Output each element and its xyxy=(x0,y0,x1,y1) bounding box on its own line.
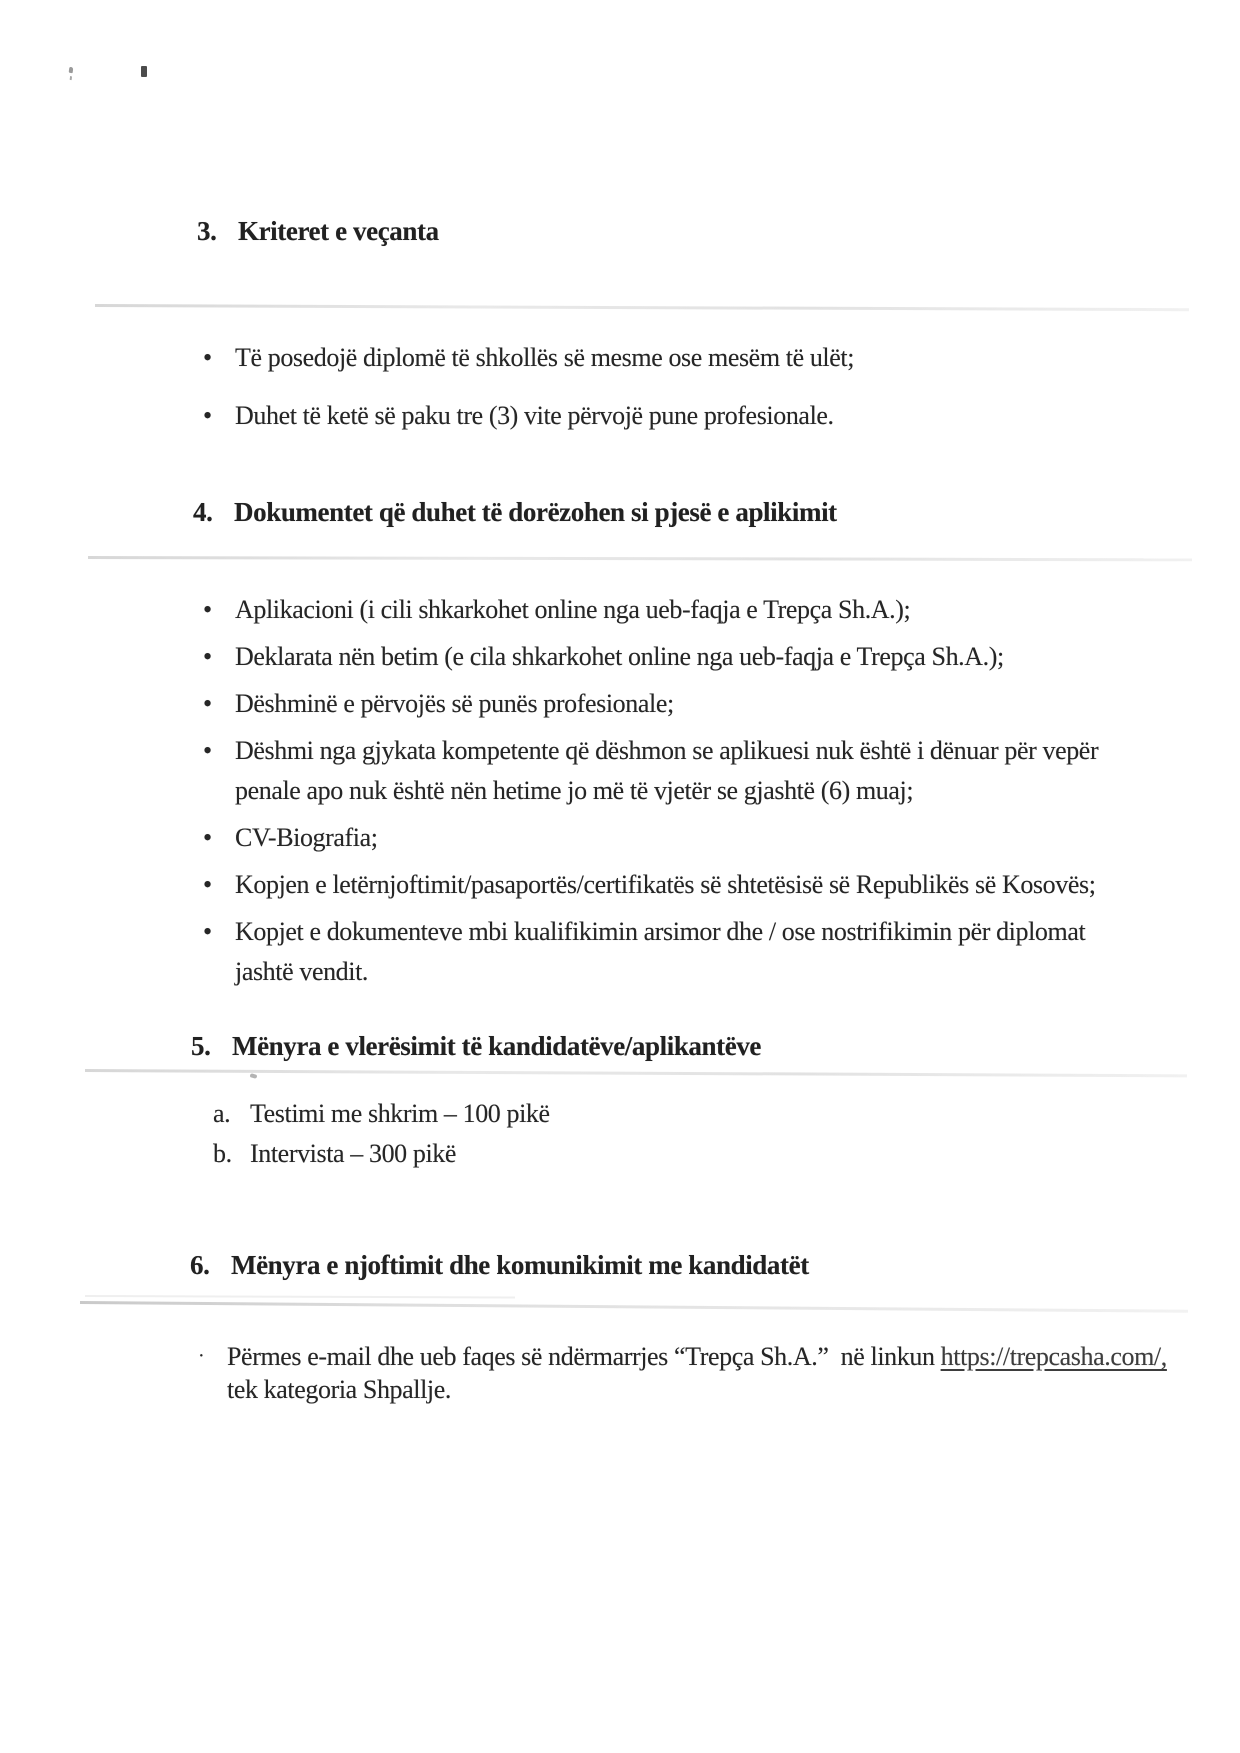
list-item-line: penale apo nuk është nën hetime jo më të vjetër se gjashtë (6) muaj; xyxy=(235,776,914,805)
list-item xyxy=(203,590,1098,630)
lettered-item-text: Testimi me shkrim – 100 pikë xyxy=(250,1099,550,1128)
bullet-icon: • xyxy=(203,642,212,671)
section-3-heading xyxy=(197,216,439,246)
bullet-icon: • xyxy=(203,823,212,852)
list-item-text: Aplikacioni (i cili shkarkohet online nga ueb-faqja e Trepça Sh.A.); xyxy=(235,595,911,624)
list-item xyxy=(203,338,854,378)
list-item-text: Të posedojë diplomë të shkollës së mesme ose mesëm të ulët; xyxy=(235,343,855,372)
list-item xyxy=(203,731,1098,811)
list-item xyxy=(203,912,1098,992)
section-5-number: 5. xyxy=(191,1031,211,1061)
section-4-number: 4. xyxy=(193,497,213,527)
bullet-icon: • xyxy=(203,595,212,624)
list-item xyxy=(203,396,854,436)
bullet-icon: • xyxy=(203,736,212,765)
section-3-title: Kriteret e veçanta xyxy=(238,216,439,246)
lettered-item xyxy=(213,1094,550,1134)
trepcasha-link[interactable]: https://trepcasha.com/, xyxy=(940,1342,1167,1371)
section-6-list xyxy=(198,1340,1167,1406)
list-item-line xyxy=(227,1340,1167,1373)
bullet-icon: • xyxy=(203,401,212,430)
list-item-text xyxy=(235,912,1085,992)
section-5-list xyxy=(213,1094,550,1174)
list-item xyxy=(198,1340,1167,1406)
list-item-line: Kopjet e dokumenteve mbi kualifikimin arsimor dhe / ose nostrifikimin për diplomat xyxy=(235,917,1086,946)
section-4-title: Dokumentet që duhet të dorëzohen si pjesë e aplikimit xyxy=(234,497,837,527)
list-item xyxy=(203,684,1098,724)
list-item-text: Deklarata nën betim (e cila shkarkohet online nga ueb-faqja e Trepça Sh.A.); xyxy=(235,642,1004,671)
scan-artifact-speck xyxy=(250,1073,258,1079)
list-item-text xyxy=(235,731,1098,811)
list-item-text: Duhet të ketë së paku tre (3) vite përvojë pune profesionale. xyxy=(235,401,834,430)
section-6-divider-faint xyxy=(85,1295,515,1299)
bullet-icon: • xyxy=(203,917,212,946)
list-item-text: Dëshminë e përvojës së punës profesionale; xyxy=(235,689,674,718)
list-item-line: jashtë vendit. xyxy=(235,957,369,986)
lettered-item-text: Intervista – 300 pikë xyxy=(250,1139,457,1168)
lettered-item xyxy=(213,1134,550,1174)
bullet-icon: • xyxy=(203,343,212,372)
scan-artifact-mark xyxy=(141,66,147,77)
list-item xyxy=(203,818,1098,858)
bullet-icon: • xyxy=(203,870,212,899)
text-before-link: Përmes e-mail dhe ueb faqes së ndërmarrjes “Trepça Sh.A.” në linkun xyxy=(227,1342,941,1371)
section-3-divider xyxy=(95,304,1189,311)
section-6-number: 6. xyxy=(190,1250,210,1280)
section-3-list xyxy=(203,338,854,436)
section-4-heading xyxy=(193,497,837,527)
section-6-heading xyxy=(190,1250,809,1280)
list-item xyxy=(203,865,1098,905)
section-3-number: 3. xyxy=(197,216,217,246)
list-item-line: tek kategoria Shpallje. xyxy=(227,1375,452,1404)
section-4-divider xyxy=(88,556,1192,561)
section-4-list xyxy=(203,590,1098,992)
bullet-icon: · xyxy=(198,1345,205,1367)
section-6-title: Mënyra e njoftimit dhe komunikimit me kandidatët xyxy=(231,1250,809,1280)
section-6-divider xyxy=(80,1301,1188,1313)
list-item-text xyxy=(227,1340,1167,1406)
section-5-title: Mënyra e vlerësimit të kandidatëve/aplikantëve xyxy=(232,1031,762,1061)
item-letter: a. xyxy=(213,1099,231,1128)
list-item-text: CV-Biografia; xyxy=(235,823,378,852)
scan-artifact-mark xyxy=(69,67,74,73)
bullet-icon: • xyxy=(203,689,212,718)
list-item xyxy=(203,637,1098,677)
item-letter: b. xyxy=(213,1139,232,1168)
list-item-text: Kopjen e letërnjoftimit/pasaportës/certifikatës së shtetësisë së Republikës së Kosovës; xyxy=(235,870,1096,899)
list-item-line: Dëshmi nga gjykata kompetente që dëshmon se aplikuesi nuk është i dënuar për vepër xyxy=(235,736,1099,765)
section-5-heading xyxy=(191,1031,761,1061)
